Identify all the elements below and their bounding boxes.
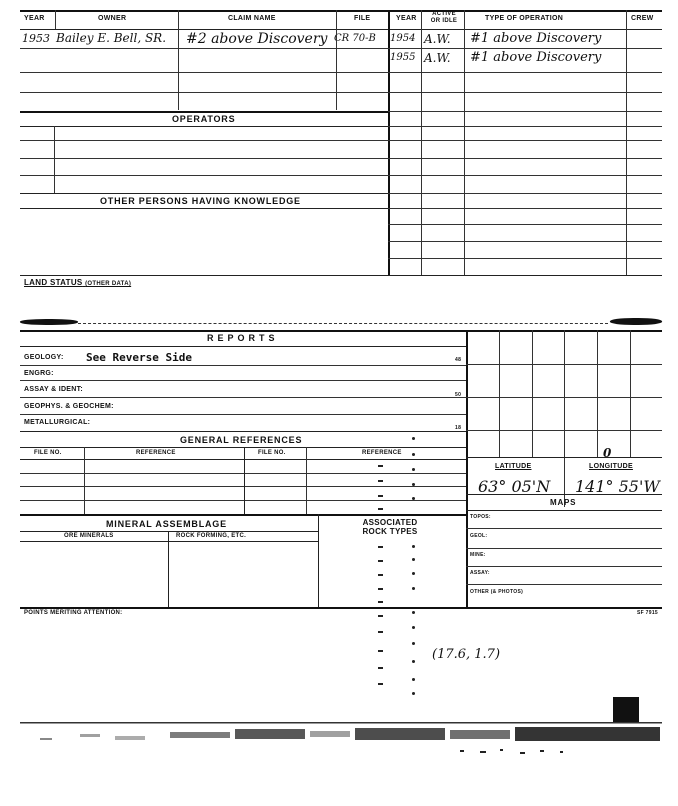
other-persons-top-rule xyxy=(20,193,388,194)
operation-year-1: 1954 xyxy=(390,33,416,44)
maps-row-line xyxy=(466,528,662,529)
operation-row-line xyxy=(388,224,662,225)
associated-rock-types-heading: ASSOCIATED ROCK TYPES xyxy=(362,518,418,536)
header-type-of-operation: TYPE OF OPERATION xyxy=(485,15,564,22)
punch-dot xyxy=(412,642,415,645)
punch-dash xyxy=(378,667,383,669)
col-line xyxy=(421,10,422,275)
col-line xyxy=(336,10,337,110)
geology-value: See Reverse Side xyxy=(86,351,192,364)
form-number: SF 7915 xyxy=(637,610,659,616)
claim-year: 1953 xyxy=(22,32,50,45)
land-status-title: LAND STATUS xyxy=(24,278,83,287)
center-divider xyxy=(388,10,390,275)
ref-row-line xyxy=(20,500,466,501)
punch-dash xyxy=(378,574,383,576)
operator-row-line xyxy=(20,175,388,176)
operation-type-2: #1 above Discovery xyxy=(470,50,602,65)
plat-col-line xyxy=(597,330,598,457)
grid-mark: 0 xyxy=(603,446,612,460)
punch-dash xyxy=(378,508,383,510)
land-status-label xyxy=(24,278,131,287)
plat-col-line xyxy=(532,330,533,457)
mineral-top-rule xyxy=(20,514,466,516)
plat-bottom-rule xyxy=(466,457,662,458)
operators-rule xyxy=(20,126,388,127)
longitude-value: 141° 55'W xyxy=(575,477,660,496)
punch-dash xyxy=(378,631,383,633)
plat-col-line xyxy=(630,330,631,457)
operation-row-line xyxy=(388,241,662,242)
margin-number-50: 50 xyxy=(455,392,462,398)
punch-dash xyxy=(378,560,383,562)
operation-row-line xyxy=(388,126,662,127)
ref-reference-2: REFERENCE xyxy=(362,450,402,456)
punch-dot xyxy=(412,497,415,500)
mineral-sub-rule xyxy=(20,531,318,532)
reports-heading-rule xyxy=(20,346,466,347)
punch-dash xyxy=(378,480,383,482)
claim-owner: Bailey E. Bell, SR. xyxy=(56,31,167,45)
punch-dot xyxy=(412,558,415,561)
latitude-value: 63° 05'N xyxy=(478,477,551,496)
general-references-rule xyxy=(20,447,466,448)
plat-col-line xyxy=(564,330,565,507)
ref-col-line xyxy=(84,447,85,514)
header-owner: OWNER xyxy=(98,15,127,22)
punch-dot xyxy=(412,678,415,681)
reports-top-dashed xyxy=(78,323,608,324)
maps-row-line xyxy=(466,584,662,585)
maps-row-line xyxy=(466,566,662,567)
maps-assay-label: ASSAY: xyxy=(470,570,490,576)
col-line xyxy=(626,10,627,275)
punch-dash xyxy=(378,465,383,467)
punch-dot xyxy=(412,587,415,590)
operation-row-line xyxy=(388,158,662,159)
claim-file: CR 70-B xyxy=(334,33,376,44)
operators-top-rule xyxy=(20,111,388,113)
operation-row-line xyxy=(388,111,662,112)
ref-reference-1: REFERENCE xyxy=(136,450,176,456)
punch-dot xyxy=(412,660,415,663)
report-row-line xyxy=(20,380,466,381)
ref-row-line xyxy=(20,486,466,487)
operation-row-line xyxy=(388,258,662,259)
header-crew: CREW xyxy=(631,15,654,22)
operation-status-2: A.W. xyxy=(424,51,451,65)
operation-row-line xyxy=(388,48,662,49)
ref-file-no-1: FILE NO. xyxy=(34,450,62,456)
maps-mine-label: MINE: xyxy=(470,552,486,558)
operator-row-line xyxy=(20,158,388,159)
operation-year-2: 1955 xyxy=(390,52,416,63)
maps-topos-label: TOPOS: xyxy=(470,514,491,520)
punch-dash xyxy=(378,546,383,548)
upper-section-bottom xyxy=(20,275,662,276)
punch-dash xyxy=(378,495,383,497)
general-references-top xyxy=(20,431,466,432)
ref-row-line xyxy=(20,473,466,474)
general-references-heading: GENERAL REFERENCES xyxy=(180,435,303,445)
header-bottom-rule xyxy=(20,29,662,30)
header-year: YEAR xyxy=(24,15,45,22)
punch-dot xyxy=(412,692,415,695)
latitude-label: LATITUDE xyxy=(495,463,532,470)
col-line xyxy=(55,10,56,29)
rock-forming-label: ROCK FORMING, ETC. xyxy=(176,533,247,539)
engrg-label: ENGRG: xyxy=(24,370,54,377)
scan-smudge xyxy=(20,319,78,325)
mineral-header-rule xyxy=(20,541,318,542)
claim-row-line xyxy=(20,72,388,73)
col-line xyxy=(464,10,465,275)
ore-minerals-label: ORE MINERALS xyxy=(64,533,114,539)
punch-dot xyxy=(412,626,415,629)
maps-heading: MAPS xyxy=(550,498,577,507)
operation-row-line xyxy=(388,92,662,93)
punch-dot xyxy=(412,572,415,575)
mineral-col-line xyxy=(318,514,319,607)
assay-label: ASSAY & IDENT: xyxy=(24,386,84,393)
punch-dot xyxy=(412,483,415,486)
other-persons-rule xyxy=(20,208,388,209)
header-claim-name: CLAIM NAME xyxy=(228,15,276,22)
points-meriting-attention-label: POINTS MERITING ATTENTION: xyxy=(24,610,123,616)
longitude-label: LONGITUDE xyxy=(589,463,633,470)
punch-dot xyxy=(412,545,415,548)
ref-file-no-2: FILE NO. xyxy=(258,450,286,456)
maps-row-line xyxy=(466,548,662,549)
operation-row-line xyxy=(388,140,662,141)
handwritten-annotation: (17.6, 1.7) xyxy=(432,647,501,662)
operation-row-line xyxy=(388,208,662,209)
mineral-assemblage-heading: MINERAL ASSEMBLAGE xyxy=(106,519,227,529)
geology-label: GEOLOGY: xyxy=(24,354,64,361)
ref-col-line xyxy=(306,447,307,514)
maps-geol-label: GEOL: xyxy=(470,533,488,539)
margin-number-18: 18 xyxy=(455,425,462,431)
punch-dot xyxy=(412,453,415,456)
operation-status-1: A.W. xyxy=(424,32,451,46)
col-line xyxy=(178,10,179,110)
scan-smudge xyxy=(610,318,662,325)
points-top-rule xyxy=(20,607,662,609)
report-row-line xyxy=(20,397,466,398)
mineral-col-line xyxy=(168,531,169,607)
punch-dash xyxy=(378,683,383,685)
ref-col-line xyxy=(244,447,245,514)
header-file: FILE xyxy=(354,15,371,22)
col-line xyxy=(54,126,55,193)
claim-row-line xyxy=(20,48,388,49)
top-border xyxy=(20,10,662,12)
punch-dash xyxy=(378,650,383,652)
operator-row-line xyxy=(20,140,388,141)
report-row-line xyxy=(20,414,466,415)
claim-name: #2 above Discovery xyxy=(186,31,328,47)
claim-row-line xyxy=(20,92,388,93)
plat-col-line xyxy=(499,330,500,457)
plat-row-line xyxy=(466,397,662,398)
scan-noise-band xyxy=(20,718,662,758)
other-persons-heading: OTHER PERSONS HAVING KNOWLEDGE xyxy=(100,196,301,206)
punch-dash xyxy=(378,601,383,603)
ref-header-rule xyxy=(20,459,466,460)
header-year-right: YEAR xyxy=(396,15,417,22)
metallurgical-label: METALLURGICAL: xyxy=(24,419,91,426)
operation-row-line xyxy=(388,72,662,73)
land-status-subtitle: (OTHER DATA) xyxy=(85,281,132,287)
punch-dot xyxy=(412,468,415,471)
report-row-line xyxy=(20,365,466,366)
maps-rule xyxy=(466,510,662,511)
margin-number-48: 48 xyxy=(455,357,462,363)
coords-bottom-rule xyxy=(466,494,662,495)
maps-other-label: OTHER (& PHOTOS) xyxy=(470,589,524,595)
operation-row-line xyxy=(388,175,662,176)
punch-dot xyxy=(412,611,415,614)
punch-dash xyxy=(378,588,383,590)
punch-dot xyxy=(412,437,415,440)
reports-top-rule xyxy=(20,330,662,332)
operation-type-1: #1 above Discovery xyxy=(470,31,602,46)
punch-dash xyxy=(378,615,383,617)
plat-row-line xyxy=(466,430,662,431)
operators-heading: OPERATORS xyxy=(172,114,236,124)
header-active-or-idle: ACTIVE OR IDLE xyxy=(430,11,458,24)
geophys-label: GEOPHYS. & GEOCHEM: xyxy=(24,403,114,410)
plat-row-line xyxy=(466,364,662,365)
operation-row-line xyxy=(388,193,662,194)
reports-heading: REPORTS xyxy=(207,333,279,343)
